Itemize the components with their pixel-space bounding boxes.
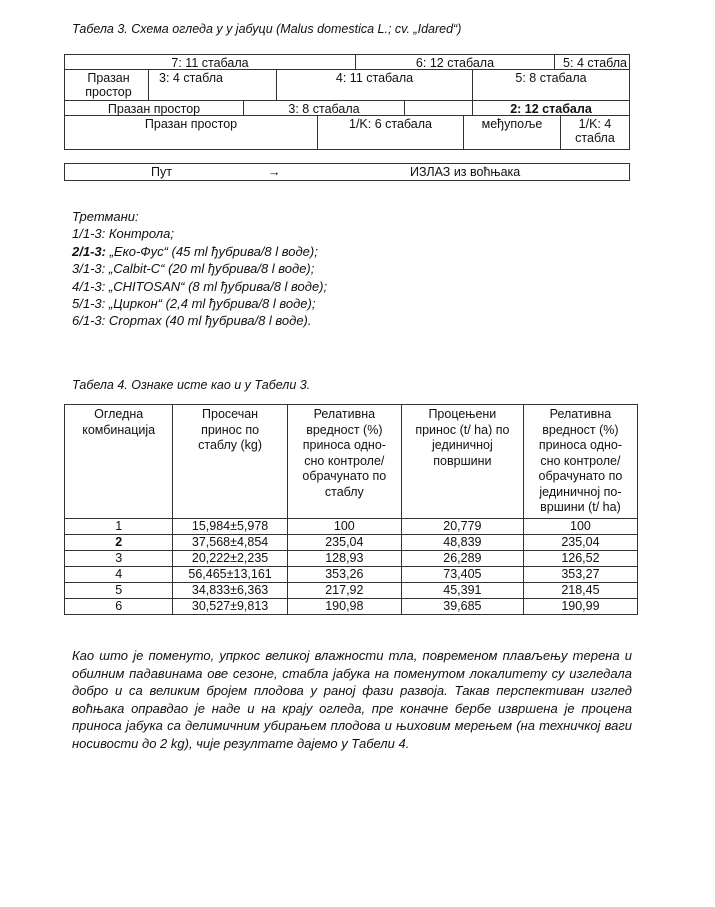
- scheme-cell: [405, 101, 473, 116]
- table-row: [65, 550, 638, 566]
- scheme-cell: 7: 11 стабала: [65, 55, 356, 70]
- table-cell: 20,222±2,235: [173, 550, 287, 566]
- table-cell: 2: [65, 534, 173, 550]
- header-line: јединичној: [431, 438, 493, 452]
- table-row: [65, 566, 638, 582]
- header-line: Релативна: [549, 407, 612, 421]
- arrow-right-icon: →: [268, 165, 281, 179]
- header-line: Релативна: [313, 407, 376, 421]
- header-line: комбинација: [82, 422, 156, 437]
- treatment-text: „Циркон“ (2,4 ml ђубрива/8 l воде);: [105, 296, 316, 312]
- scheme-cell: Празан простор: [65, 101, 244, 116]
- table-cell: 190,99: [523, 598, 637, 614]
- table-row: [65, 598, 638, 614]
- scheme-cell: 1/K: 6 стабала: [318, 116, 464, 149]
- scheme-cell: 1/K: 4 стабла: [575, 117, 615, 145]
- header-line: обрачунато по: [302, 469, 387, 483]
- treatment-item: [72, 260, 327, 277]
- scheme-cell: међупоље: [464, 116, 561, 149]
- treatment-code: 4/1-3:: [72, 278, 106, 294]
- treatment-text: Контрола;: [105, 226, 174, 242]
- table-row: [65, 534, 638, 550]
- treatment-code: 3/1-3:: [72, 261, 106, 277]
- table-cell: 4: [65, 566, 173, 582]
- scheme-cell: 5: 8 стабала: [473, 70, 629, 101]
- header-line: вредност (%): [542, 422, 619, 437]
- header-line: приноса одно-: [538, 438, 623, 452]
- header-line: сно контроле/: [540, 453, 621, 468]
- road-label: Пут: [151, 165, 172, 179]
- header-line: приноса одно-: [302, 438, 386, 452]
- treatment-item: [72, 312, 327, 329]
- table-header-row: [65, 405, 638, 519]
- header-line: стаблу: [324, 484, 364, 499]
- table-row: [65, 518, 638, 534]
- scheme-cell: 4: 11 стабала: [277, 70, 473, 101]
- column-header: [173, 405, 287, 519]
- road-bar: [64, 163, 630, 181]
- table-cell: 128,93: [287, 550, 401, 566]
- scheme-cell: 3: 4 стабла: [149, 70, 277, 101]
- treatment-code: 1/1-3:: [72, 226, 106, 242]
- table-cell: 48,839: [401, 534, 523, 550]
- header-line: вршини (t/ ha): [540, 500, 621, 514]
- scheme-cell: 2: 12 стабала: [473, 101, 629, 116]
- table-cell: 353,26: [287, 566, 401, 582]
- treatment-text: „Еко-Фус“ (45 ml ђубрива/8 l воде);: [105, 243, 318, 259]
- treatment-code: 6/1-3:: [72, 313, 106, 329]
- column-header: [287, 405, 401, 519]
- table-cell: 6: [65, 598, 173, 614]
- treatment-item: [72, 295, 327, 312]
- scheme-cell: Празан простор: [65, 70, 149, 101]
- header-line: Процењени: [428, 407, 497, 421]
- table-cell: 73,405: [401, 566, 523, 582]
- orchard-scheme-table: [64, 54, 630, 150]
- column-header: [65, 405, 173, 519]
- header-line: принос (t/ ha) по: [415, 422, 510, 437]
- header-line: Огледна: [94, 407, 144, 421]
- header-line: сно контроле/: [304, 453, 385, 468]
- table-cell: 217,92: [287, 582, 401, 598]
- table-cell: 34,833±6,363: [173, 582, 287, 598]
- table-cell: 100: [287, 518, 401, 534]
- column-header: [523, 405, 637, 519]
- scheme-cell: 5: 4 стабла: [555, 55, 629, 70]
- scheme-cell: Празан простор: [65, 116, 318, 149]
- table-cell: 100: [523, 518, 637, 534]
- yield-table: [64, 404, 638, 615]
- header-line: обрачунато по: [538, 469, 623, 483]
- table-cell: 353,27: [523, 566, 637, 582]
- scheme-cell: 3: 8 стабала: [244, 101, 405, 116]
- table-cell: 20,779: [401, 518, 523, 534]
- table-cell: 45,391: [401, 582, 523, 598]
- exit-label: ИЗЛАЗ из воћњака: [410, 165, 521, 179]
- treatment-code: 5/1-3:: [72, 296, 106, 312]
- table-cell: 235,04: [523, 534, 637, 550]
- table-cell: 15,984±5,978: [173, 518, 287, 534]
- table-cell: 126,52: [523, 550, 637, 566]
- table-cell: 26,289: [401, 550, 523, 566]
- treatment-text: „Calbit-C“ (20 ml ђубрива/8 l воде);: [105, 261, 315, 277]
- table3-caption: Табела 3. Схема огледа у у јабуци (Malus domestica L.; cv. „Idared“): [72, 22, 462, 36]
- table-cell: 39,685: [401, 598, 523, 614]
- treatment-item: [72, 243, 327, 260]
- table-cell: 56,465±13,161: [173, 566, 287, 582]
- table-cell: 218,45: [523, 582, 637, 598]
- table-cell: 190,98: [287, 598, 401, 614]
- header-line: Просечан: [202, 407, 259, 421]
- header-line: принос по: [201, 422, 260, 437]
- treatments-list: [72, 208, 327, 330]
- treatment-text: „CHITOSAN“ (8 ml ђубрива/8 l воде);: [105, 278, 328, 294]
- table-cell: 235,04: [287, 534, 401, 550]
- treatment-item: [72, 225, 327, 242]
- table-cell: 37,568±4,854: [173, 534, 287, 550]
- body-paragraph: Као што је поменуто, упркос великој влажности тла, повременом плављењу терена и обилним падавинама ове сезоне, стабла јабука на поменутом локалитету су изгледала добро и са великим бројем плодова у раној фази развоја. Такав перспективан изглед воћњака оправдао је наде и на крају огледа, пре коначне бербе извршена је процена приноса јабука са делимичним убирањем плодова и њиховим мерењем (на техничкој ваги носивости до 2 kg), чије резултате дајемо у Табели 4.: [72, 648, 632, 751]
- table4-caption: Табела 4. Ознаке исте као и у Табели 3.: [72, 378, 311, 392]
- table-cell: 1: [65, 518, 173, 534]
- treatment-code: 2/1-3:: [72, 243, 106, 259]
- header-line: вредност (%): [306, 422, 383, 437]
- table-cell: 3: [65, 550, 173, 566]
- treatments-heading: Третмани:: [72, 209, 139, 224]
- column-header: [401, 405, 523, 519]
- header-line: стаблу (kg): [198, 438, 263, 452]
- table-cell: 30,527±9,813: [173, 598, 287, 614]
- table-cell: 5: [65, 582, 173, 598]
- scheme-cell: 6: 12 стабала: [356, 55, 555, 70]
- treatment-item: [72, 278, 327, 295]
- header-line: јединичној по-: [539, 484, 622, 499]
- treatment-text: Cropmax (40 ml ђубрива/8 l воде).: [105, 313, 312, 329]
- header-line: површини: [433, 453, 492, 468]
- table-row: [65, 582, 638, 598]
